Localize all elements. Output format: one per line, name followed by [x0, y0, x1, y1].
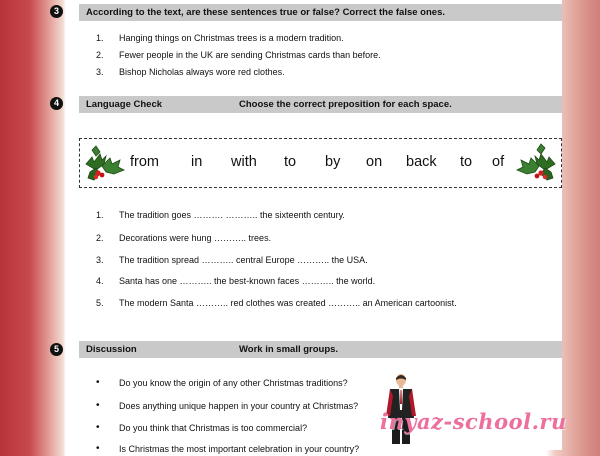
list-item: 2. Fewer people in the UK are sending Christmas cards than before.	[96, 50, 381, 60]
list-item: 3. Bishop Nicholas always wore red clothes.	[96, 67, 285, 77]
section-4-header	[79, 96, 562, 113]
list-item: 5. The modern Santa ……….. red clothes was created ……….. an American cartoonist.	[96, 298, 457, 308]
list-item: • Do you know the origin of any other Christmas traditions?	[96, 377, 348, 388]
section-5-header	[79, 341, 562, 358]
bullet-icon: •	[96, 443, 100, 454]
list-item: • Does anything unique happen in your country at Christmas?	[96, 400, 359, 411]
holly-icon	[515, 142, 559, 184]
section-5-title: Discussion	[86, 344, 137, 355]
word-in: in	[191, 154, 203, 170]
bullet-icon: •	[96, 422, 100, 433]
word-with: with	[231, 154, 257, 170]
list-item: 4. Santa has one ……….. the best-known faces ……….. the world.	[96, 276, 376, 286]
section-3-instruction: According to the text, are these sentences true or false? Correct the false ones.	[86, 7, 445, 18]
section-number-3: 3	[50, 5, 63, 18]
word-to: to	[284, 154, 297, 170]
list-item: 2. Decorations were hung ……….. trees.	[96, 233, 272, 243]
list-item: 1. The tradition goes ………. ……….. the sixteenth century.	[96, 210, 345, 220]
word-back: back	[406, 154, 437, 170]
bullet-icon: •	[96, 400, 100, 411]
list-item: 1. Hanging things on Christmas trees is a modern tradition.	[96, 33, 344, 43]
word-box	[79, 138, 562, 188]
holly-icon	[82, 142, 126, 184]
section-5-instruction: Work in small groups.	[239, 344, 339, 355]
word-of: of	[492, 154, 505, 170]
section-number-4: 4	[50, 97, 63, 110]
word-from: from	[130, 154, 159, 170]
list-item: • Is Christmas the most important celebration in your country?	[96, 443, 360, 454]
section-4-title: Language Check	[86, 99, 163, 110]
watermark: inyaz-school.ru	[380, 409, 567, 434]
list-item: • Do you think that Christmas is too commercial?	[96, 422, 308, 433]
word-by: by	[325, 154, 341, 170]
section-number-5: 5	[50, 343, 63, 356]
word-to: to	[460, 154, 473, 170]
list-item: 3. The tradition spread ……….. central Europe ……….. the USA.	[96, 255, 368, 265]
bullet-icon: •	[96, 377, 100, 388]
word-on: on	[366, 154, 383, 170]
section-3-header	[79, 4, 562, 21]
section-4-instruction: Choose the correct preposition for each space.	[239, 99, 452, 110]
